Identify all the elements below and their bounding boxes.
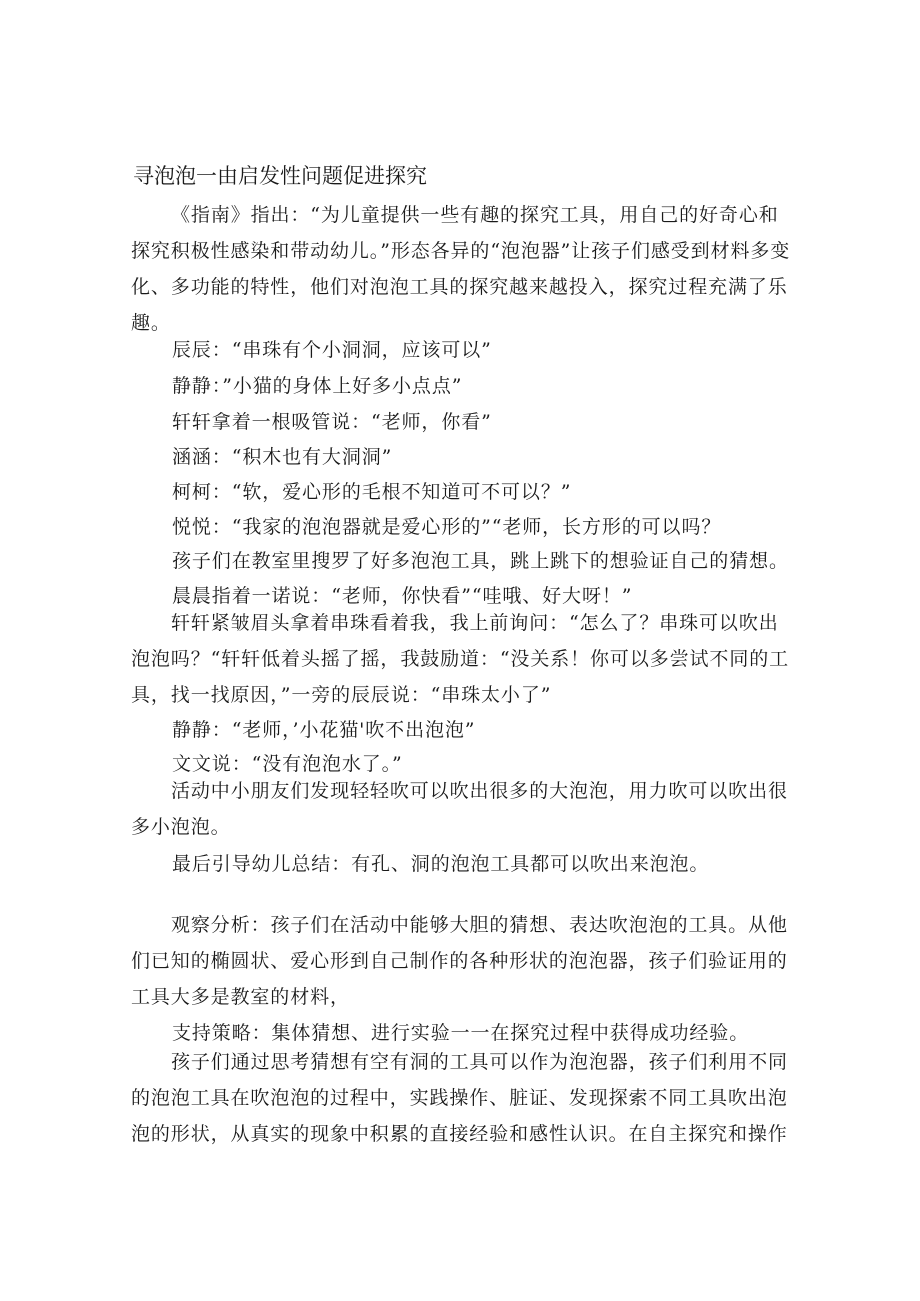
- activity-paragraph: 活动中小朋友们发现轻轻吹可以吹出很多的大泡泡，用力吹可以吹出很多小泡泡。: [131, 780, 788, 838]
- intro-paragraph: 《指南》指出：“为儿童提供一些有趣的探究工具，用自己的好奇心和探究积极性感染和带动幼儿。”形态各异的“泡泡器”让孩子们感受到材料多变化、多功能的特性，他们对泡泡工具的探究越来越投入，探究过程充满了乐趣。: [131, 204, 791, 334]
- dialogue-line: 孩子们在教室里搜罗了好多泡泡工具，跳上跳下的想验证自己的猜想。: [172, 550, 789, 572]
- analysis-paragraph: 观察分析：孩子们在活动中能够大胆的猜想、表达吹泡泡的工具。从他们已知的椭圆状、爱心形到自己制作的各种形状的泡泡器，孩子们验证用的工具大多是教室的材料，: [131, 914, 788, 1008]
- dialogue-line: 静静：”小猫的身体上好多小点点”: [172, 375, 463, 397]
- dialogue-line: 悦悦：“我家的泡泡器就是爱心形的”“老师，长方形的可以吗？: [172, 516, 722, 538]
- dialogue-line: 晨晨指着一诺说：“老师，你快看”“哇哦、好大呀！”: [172, 585, 633, 607]
- xuanxuan-paragraph: 轩轩紧皱眉头拿着串珠看着我，我上前询问：“怎么了？串珠可以吹出泡泡吗？“轩轩低着头摇了摇，我鼓励道：“没关系！你可以多尝试不同的工具，找一找原因，”一旁的辰辰说：“串珠太小了”: [131, 612, 790, 706]
- summary-line: 最后引导幼儿总结：有孔、洞的泡泡工具都可以吹出来泡泡。: [172, 853, 710, 875]
- dialogue-line: 涵涵：“积木也有大洞洞”: [172, 446, 393, 468]
- dialogue-line: 文文说：“没有泡泡水了。”: [172, 753, 403, 775]
- document-title: 寻泡泡一由启发性问题促进探究: [133, 164, 427, 188]
- strategy-line: 支持策略：集体猜想、进行实验一一在探究过程中获得成功经验。: [172, 1022, 750, 1044]
- conclusion-paragraph: 孩子们通过思考猜想有空有洞的工具可以作为泡泡器，孩子们利用不同的泡泡工具在吹泡泡的过程中，实践操作、脏证、发现探索不同工具吹出泡泡的形状，从真实的现象中积累的直接经验和感性认识。在自主探究和操作: [131, 1051, 788, 1145]
- dialogue-line: 辰辰：“串珠有个小洞洞，应该可以”: [172, 339, 492, 361]
- dialogue-line: 柯柯：“软，爱心形的毛根不知道可不可以？”: [172, 481, 572, 503]
- dialogue-line: 轩轩拿着一根吸管说：“老师，你看”: [172, 411, 492, 433]
- dialogue-line: 静静：“老师，’小花猫'吹不出泡泡”: [172, 719, 476, 741]
